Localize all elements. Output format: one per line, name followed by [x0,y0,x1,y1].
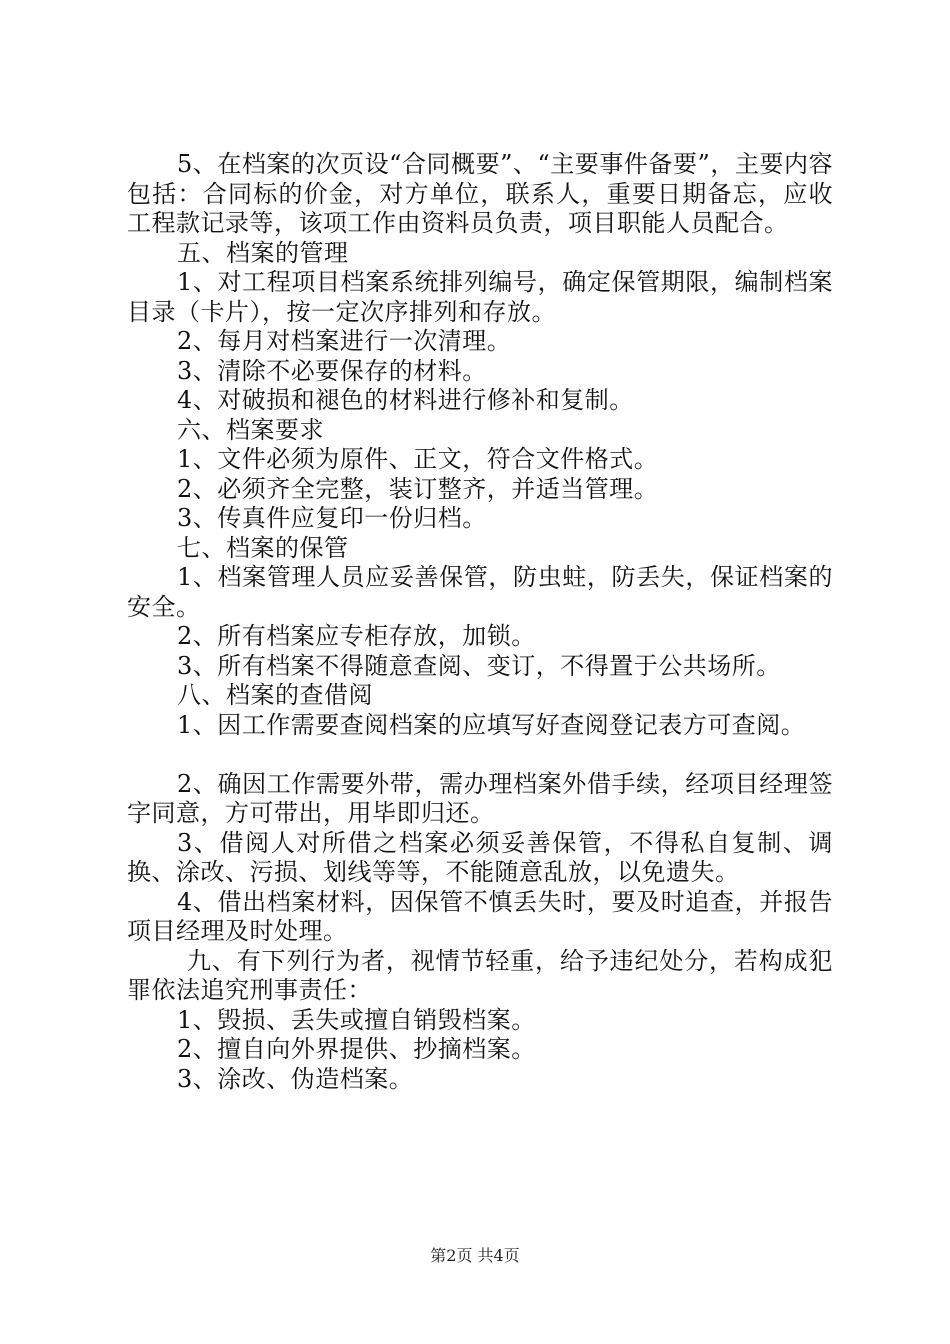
paragraph: 2、所有档案应专柜存放，加锁。 [177,622,536,650]
paragraph: 4、借出档案材料，因保管不慎丢失时，要及时追查，并报告项目经理及时处理。 [127,887,833,945]
paragraph: 2、每月对档案进行一次清理。 [177,327,512,355]
paragraph: 5、在档案的次页设“合同概要”、“主要事件备要”，主要内容包括：合同标的价金，对方单位，联系人，重要日期备忘，应收工程款记录等，该项工作由资料员负责，项目职能人员配合。 [127,150,833,237]
document-body [127,150,833,1094]
blank-line [127,740,833,770]
section-heading: 八、档案的查借阅 [177,681,373,709]
paragraph: 3、传真件应复印一份归档。 [177,504,487,532]
section-heading: 七、档案的保管 [177,533,349,562]
paragraph: 2、擅自向外界提供、抄摘档案。 [177,1035,536,1063]
paragraph: 2、必须齐全完整，装订整齐，并适当管理。 [177,474,659,503]
paragraph: 4、对破损和褪色的材料进行修补和复制。 [177,386,634,414]
page-number: 第2页 共4页 [430,1246,520,1265]
section-heading: 六、档案要求 [177,415,324,444]
section-heading: 九、有下列行为者，视情节轻重，给予违纪处分，若构成犯罪依法追究刑事责任： [127,946,833,1004]
paragraph: 3、所有档案不得随意查阅、变订，不得置于公共场所。 [177,651,781,680]
paragraph: 1、因工作需要查阅档案的应填写好查阅登记表方可查阅。 [177,710,806,739]
paragraph: 3、清除不必要保存的材料。 [177,356,487,385]
paragraph: 1、毁损、丢失或擅自销毁档案。 [177,1005,536,1034]
paragraph: 1、档案管理人员应妥善保管，防虫蛀，防丢失，保证档案的安全。 [127,563,833,621]
page-footer [0,1243,950,1266]
paragraph: 1、文件必须为原件、正文，符合文件格式。 [177,445,659,473]
paragraph: 3、涂改、伪造档案。 [177,1064,414,1093]
paragraph: 2、确因工作需要外带，需办理档案外借手续，经项目经理签字同意，方可带出，用毕即归还。 [127,769,833,827]
paragraph: 3、借阅人对所借之档案必须妥善保管，不得私自复制、调换、涂改、污损、划线等等，不能随意乱放，以免遗失。 [127,828,833,886]
section-heading: 五、档案的管理 [177,238,349,267]
paragraph: 1、对工程项目档案系统排列编号，确定保管期限，编制档案目录（卡片），按一定次序排列和存放。 [127,268,833,326]
